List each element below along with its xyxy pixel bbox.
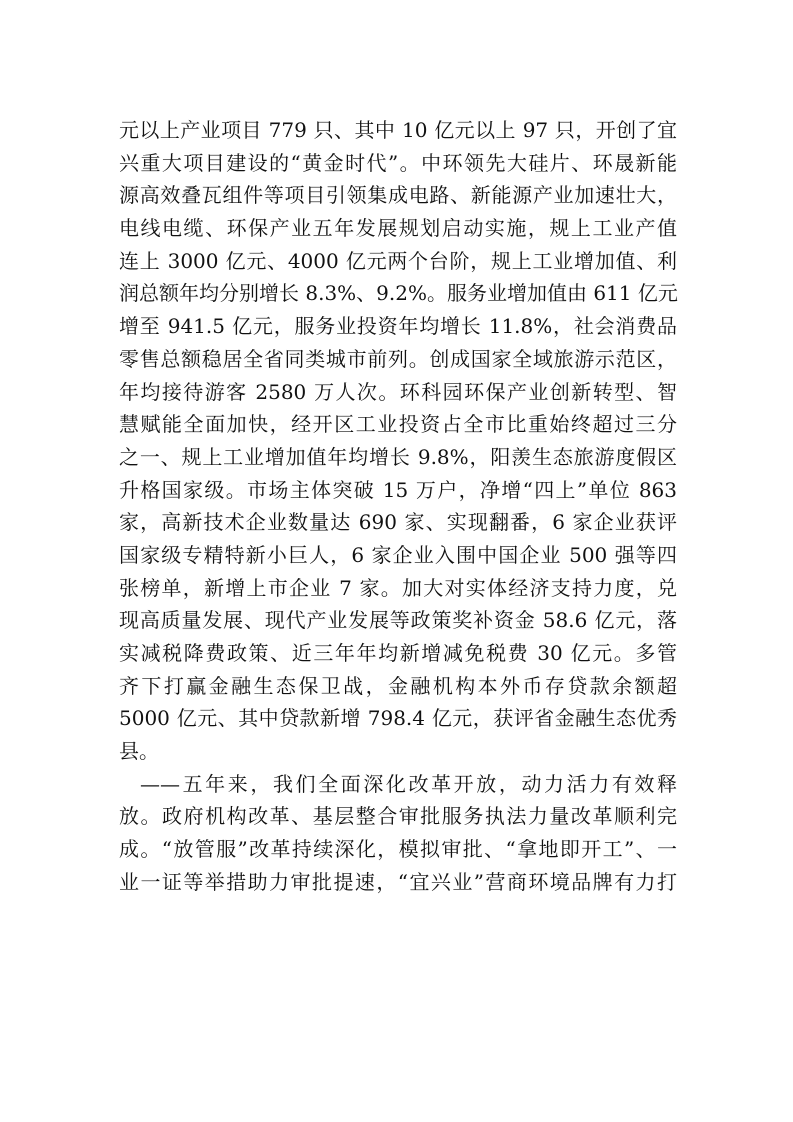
text-line: 年均接待游客 2580 万人次。环科园环保产业创新转型、智 bbox=[119, 379, 677, 404]
text-line: 放。政府机构改革、基层整合审批服务执法力量改革顺利完 bbox=[119, 804, 677, 829]
text-line: 县。 bbox=[119, 739, 159, 764]
text-line: 家，高新技术企业数量达 690 家、实现翻番，6 家企业获评 bbox=[119, 510, 677, 535]
text-line: 连上 3000 亿元、4000 亿元两个台阶，规上工业增加值、利 bbox=[119, 248, 677, 273]
text-line: 增至 941.5 亿元，服务业投资年均增长 11.8%，社会消费品 bbox=[119, 314, 677, 339]
text-line: 源高效叠瓦组件等项目引领集成电路、新能源产业加速壮大， bbox=[119, 183, 677, 208]
text-line: 现高质量发展、现代产业发展等政策奖补资金 58.6 亿元，落 bbox=[119, 608, 677, 633]
document-page bbox=[119, 114, 677, 899]
text-line: 张榜单，新增上市企业 7 家。加大对实体经济支持力度，兑 bbox=[119, 575, 677, 600]
text-line: 之一、规上工业增加值年均增长 9.8%，阳羡生态旅游度假区 bbox=[119, 444, 677, 469]
text-line: 业一证等举措助力审批提速，“宜兴业”营商环境品牌有力打 bbox=[119, 869, 677, 894]
text-line: 润总额年均分别增长 8.3%、9.2%。服务业增加值由 611 亿元 bbox=[119, 281, 678, 306]
text-line: 成。“放管服”改革持续深化，模拟审批、“拿地即开工”、一 bbox=[119, 837, 677, 862]
text-line: 5000 亿元、其中贷款新增 798.4 亿元，获评省金融生态优秀 bbox=[119, 706, 677, 731]
text-line: 电线电缆、环保产业五年发展规划启动实施，规上工业产值 bbox=[119, 216, 677, 241]
text-line: 零售总额稳居全省同类城市前列。创成国家全域旅游示范区， bbox=[119, 346, 677, 371]
text-line: 实减税降费政策、近三年年均新增减免税费 30 亿元。多管 bbox=[119, 641, 677, 665]
text-line: 国家级专精特新小巨人，6 家企业入围中国企业 500 强等四 bbox=[119, 542, 677, 567]
text-line: ——五年来，我们全面深化改革开放，动力活力有效释 bbox=[140, 771, 677, 796]
text-line: 兴重大项目建设的“黄金时代”。中环领先大硅片、环晟新能 bbox=[119, 150, 677, 175]
text-line: 升格国家级。市场主体突破 15 万户，净增“四上”单位 863 bbox=[119, 477, 677, 502]
text-line: 元以上产业项目 779 只、其中 10 亿元以上 97 只，开创了宜 bbox=[119, 118, 677, 142]
text-line: 齐下打赢金融生态保卫战，金融机构本外币存贷款余额超 bbox=[119, 673, 677, 698]
text-line: 慧赋能全面加快，经开区工业投资占全市比重始终超过三分 bbox=[119, 412, 677, 437]
